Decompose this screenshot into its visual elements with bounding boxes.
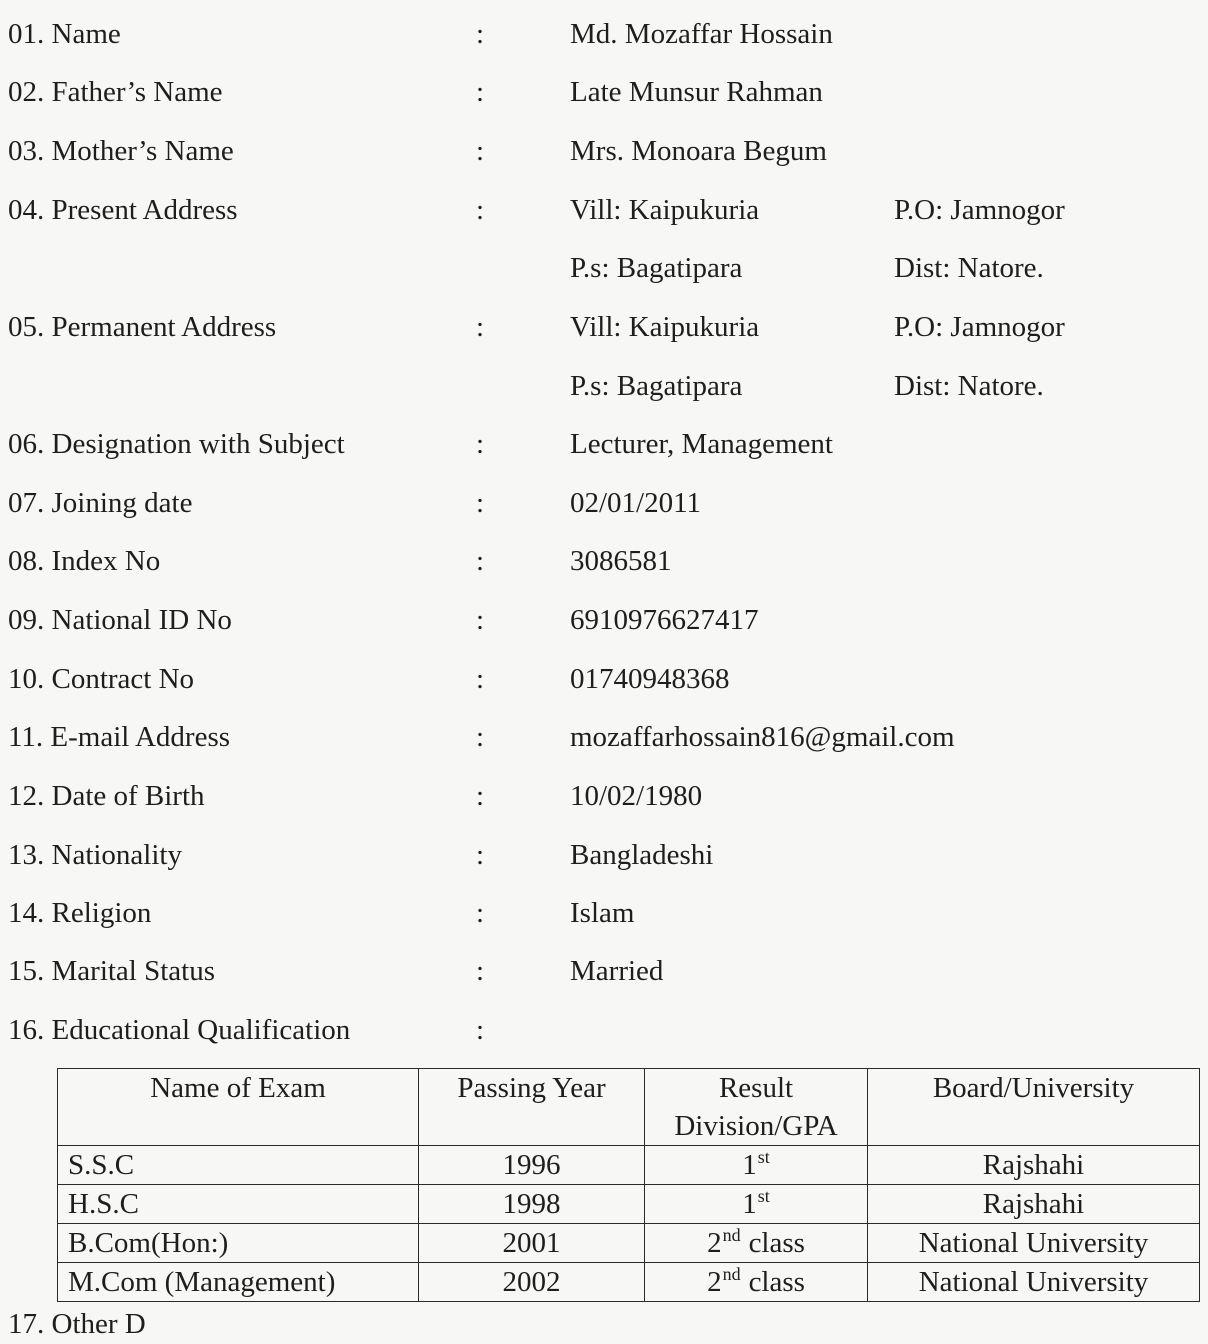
field-label: 03. Mother’s Name bbox=[8, 135, 234, 167]
field-colon: : bbox=[476, 487, 485, 519]
field-colon: : bbox=[476, 194, 485, 226]
field-label: 04. Present Address bbox=[8, 194, 238, 226]
passing-year-cell: 2002 bbox=[419, 1263, 645, 1302]
board-university-cell: Rajshahi bbox=[868, 1146, 1200, 1185]
table-row bbox=[58, 1224, 1200, 1263]
field-label: 09. National ID No bbox=[8, 604, 232, 636]
field-colon: : bbox=[476, 18, 485, 50]
field-row bbox=[0, 951, 1208, 991]
field-row bbox=[0, 483, 1208, 523]
field-value-secondary: P.O: Jamnogor bbox=[894, 311, 1065, 343]
field-row bbox=[0, 600, 1208, 640]
result-ordinal-suffix: st bbox=[757, 1147, 770, 1168]
field-colon: : bbox=[476, 545, 485, 577]
field-label: 11. E-mail Address bbox=[8, 721, 231, 753]
result-class-text: class bbox=[748, 1266, 805, 1298]
field-label: 02. Father’s Name bbox=[8, 76, 223, 108]
field-label: 12. Date of Birth bbox=[8, 780, 205, 812]
next-section-heading: 17. Other D bbox=[8, 1308, 146, 1340]
field-row bbox=[0, 72, 1208, 112]
passing-year-cell: 1996 bbox=[419, 1146, 645, 1185]
result-cell bbox=[645, 1146, 868, 1185]
field-colon: : bbox=[476, 955, 485, 987]
field-colon: : bbox=[476, 721, 485, 753]
header-result: Result Division/GPA bbox=[645, 1069, 868, 1146]
field-row bbox=[0, 776, 1208, 816]
header-board: Board/University bbox=[868, 1069, 1200, 1146]
field-value-secondary: Dist: Natore. bbox=[894, 370, 1044, 402]
result-class-text: class bbox=[748, 1227, 805, 1259]
result-cell bbox=[645, 1263, 868, 1302]
field-label: 13. Nationality bbox=[8, 839, 182, 871]
table-row bbox=[58, 1146, 1200, 1185]
result-number: 1 bbox=[742, 1188, 757, 1220]
field-value: Married bbox=[570, 955, 664, 987]
field-value: Vill: Kaipukuria bbox=[570, 311, 760, 343]
field-label: 16. Educational Qualification bbox=[8, 1014, 351, 1046]
passing-year-cell: 2001 bbox=[419, 1224, 645, 1263]
table-header-row bbox=[58, 1069, 1200, 1146]
field-row bbox=[0, 248, 1208, 288]
result-number: 1 bbox=[742, 1149, 757, 1181]
field-label: 06. Designation with Subject bbox=[8, 428, 345, 460]
education-table bbox=[57, 1068, 1200, 1302]
result-cell bbox=[645, 1224, 868, 1263]
field-value: Vill: Kaipukuria bbox=[570, 194, 760, 226]
field-value-secondary: Dist: Natore. bbox=[894, 252, 1044, 284]
board-university-cell: Rajshahi bbox=[868, 1185, 1200, 1224]
field-colon: : bbox=[476, 897, 485, 929]
field-label: 14. Religion bbox=[8, 897, 152, 929]
board-university-cell: National University bbox=[868, 1224, 1200, 1263]
field-value: Islam bbox=[570, 897, 635, 929]
exam-name-cell: S.S.C bbox=[58, 1146, 419, 1185]
exam-name-cell: M.Com (Management) bbox=[58, 1263, 419, 1302]
field-row bbox=[0, 659, 1208, 699]
field-colon: : bbox=[476, 604, 485, 636]
field-value: P.s: Bagatipara bbox=[570, 370, 743, 402]
header-year: Passing Year bbox=[419, 1069, 645, 1146]
field-label: 15. Marital Status bbox=[8, 955, 216, 987]
field-row bbox=[0, 307, 1208, 347]
field-value: Bangladeshi bbox=[570, 839, 714, 871]
field-label: 08. Index No bbox=[8, 545, 161, 577]
field-row bbox=[0, 893, 1208, 933]
field-value: mozaffarhossain816@gmail.com bbox=[570, 721, 955, 753]
field-colon: : bbox=[476, 311, 485, 343]
field-colon: : bbox=[476, 663, 485, 695]
result-number: 2 bbox=[707, 1266, 722, 1298]
field-value: Late Munsur Rahman bbox=[570, 76, 823, 108]
field-row bbox=[0, 131, 1208, 171]
table-row bbox=[58, 1263, 1200, 1302]
field-value: 3086581 bbox=[570, 545, 672, 577]
field-row bbox=[0, 14, 1208, 54]
result-ordinal-suffix: nd bbox=[722, 1264, 741, 1285]
table-row bbox=[58, 1185, 1200, 1224]
field-colon: : bbox=[476, 76, 485, 108]
field-value: Md. Mozaffar Hossain bbox=[570, 18, 833, 50]
field-value: Mrs. Monoara Begum bbox=[570, 135, 827, 167]
field-row bbox=[0, 717, 1208, 757]
field-value: Lecturer, Management bbox=[570, 428, 833, 460]
field-row bbox=[0, 190, 1208, 230]
field-value: 02/01/2011 bbox=[570, 487, 702, 519]
field-label: 07. Joining date bbox=[8, 487, 193, 519]
exam-name-cell: B.Com(Hon:) bbox=[58, 1224, 419, 1263]
field-colon: : bbox=[476, 780, 485, 812]
field-label: 01. Name bbox=[8, 18, 121, 50]
field-colon: : bbox=[476, 428, 485, 460]
field-value-secondary: P.O: Jamnogor bbox=[894, 194, 1065, 226]
field-row bbox=[0, 366, 1208, 406]
field-colon: : bbox=[476, 135, 485, 167]
field-colon: : bbox=[476, 839, 485, 871]
field-label: 05. Permanent Address bbox=[8, 311, 277, 343]
result-number: 2 bbox=[707, 1227, 722, 1259]
field-value: 01740948368 bbox=[570, 663, 730, 695]
field-value: 10/02/1980 bbox=[570, 780, 703, 812]
field-label: 10. Contract No bbox=[8, 663, 195, 695]
result-ordinal-suffix: nd bbox=[722, 1225, 741, 1246]
field-value: 6910976627417 bbox=[570, 604, 759, 636]
education-rows bbox=[58, 1146, 1200, 1302]
board-university-cell: National University bbox=[868, 1263, 1200, 1302]
passing-year-cell: 1998 bbox=[419, 1185, 645, 1224]
header-exam: Name of Exam bbox=[58, 1069, 419, 1146]
result-cell bbox=[645, 1185, 868, 1224]
exam-name-cell: H.S.C bbox=[58, 1185, 419, 1224]
field-colon: : bbox=[476, 1014, 485, 1046]
field-row bbox=[0, 1010, 1208, 1050]
result-ordinal-suffix: st bbox=[757, 1186, 770, 1207]
field-value: P.s: Bagatipara bbox=[570, 252, 743, 284]
field-row bbox=[0, 541, 1208, 581]
field-row bbox=[0, 424, 1208, 464]
field-row bbox=[0, 835, 1208, 875]
